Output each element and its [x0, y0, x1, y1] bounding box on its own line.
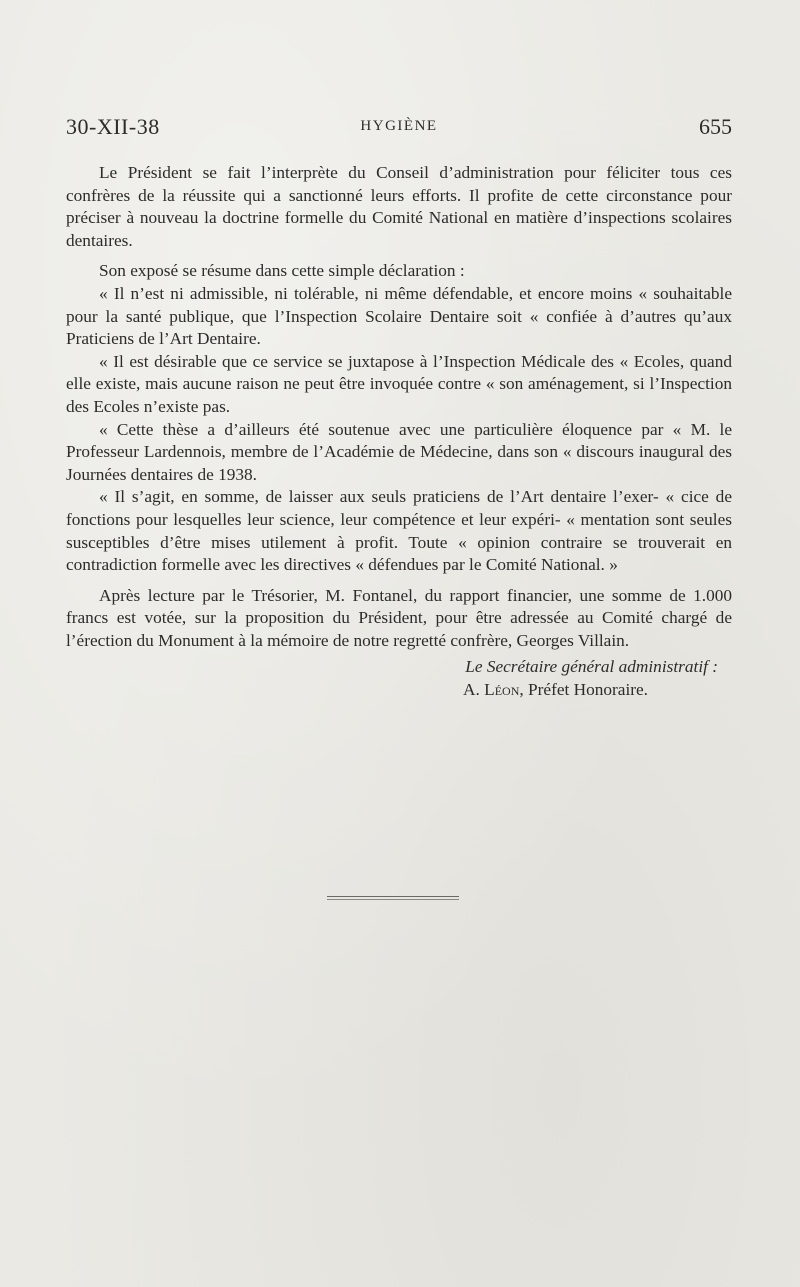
signature-block: [66, 656, 732, 701]
quote-paragraph-3: « Cette thèse a d’ailleurs été soutenue avec une particulière éloquence par « M. le Professeur Lardennois, membre de l’Académie de Médecine, dans son « discours inaugural des Journées dentaires de 1938.: [66, 419, 732, 484]
header-section: HYGIÈNE: [360, 118, 438, 134]
quote-paragraph-2: « Il est désirable que ce service se juxtapose à l’Inspection Médicale des « Ecoles, quand elle existe, mais aucune raison ne peut être invoquée contre « son aménagement, si l’Inspection des Ecoles n’existe pas.: [66, 351, 732, 416]
section-divider: [327, 896, 459, 897]
signature-surname: Léon: [484, 680, 520, 700]
paragraph-president: Le Président se fait l’interprète du Conseil d’administration pour féliciter tous ces confrères de la réussite qui a sanctionné leurs efforts. Il profite de cette circonstance pour préciser à nouveau la doctrine formelle du Comité National en matière d’inspections scolaires dentaires.: [66, 163, 732, 250]
signature-title: , Préfet Honoraire.: [519, 680, 648, 700]
article-body: [66, 162, 732, 702]
paragraph-tresorier: Après lecture par le Trésorier, M. Fontanel, du rapport financier, une somme de 1.000 francs est votée, sur la proposition du Président, pour être adressée au Comité chargé de l’érection du Monument à la mémoire de notre regretté confrère, Georges Villain.: [66, 585, 732, 650]
quote-paragraph-4: « Il s’agit, en somme, de laisser aux seuls praticiens de l’Art dentaire l’exer- « cice de fonctions pour lesquelles leur science, leur compétence et leur expéri- « mentation sont seules susceptibles d’être mises utilement à profit. Toute « opinion contraire se trouverait en contradiction formelle avec les directives « défendues par le Comité National. »: [66, 487, 732, 575]
running-header: [66, 114, 732, 144]
quote-paragraph-1: « Il n’est ni admissible, ni tolérable, ni même défendable, et encore moins « souhaitable pour la santé publique, que l’Inspection Scolaire Dentaire soit « confiée à d’autres qu’aux Praticiens de l’Art Dentaire.: [66, 283, 732, 349]
section-divider-second: [327, 899, 459, 900]
header-date: 30-XII-38: [66, 114, 160, 139]
page-number: 655: [699, 114, 732, 139]
signature-name: [66, 679, 718, 702]
signature-role: Le Secrétaire général administratif :: [465, 657, 718, 677]
paragraph-expose: Son exposé se résume dans cette simple déclaration :: [99, 261, 465, 281]
signature-initial: A.: [463, 680, 480, 700]
